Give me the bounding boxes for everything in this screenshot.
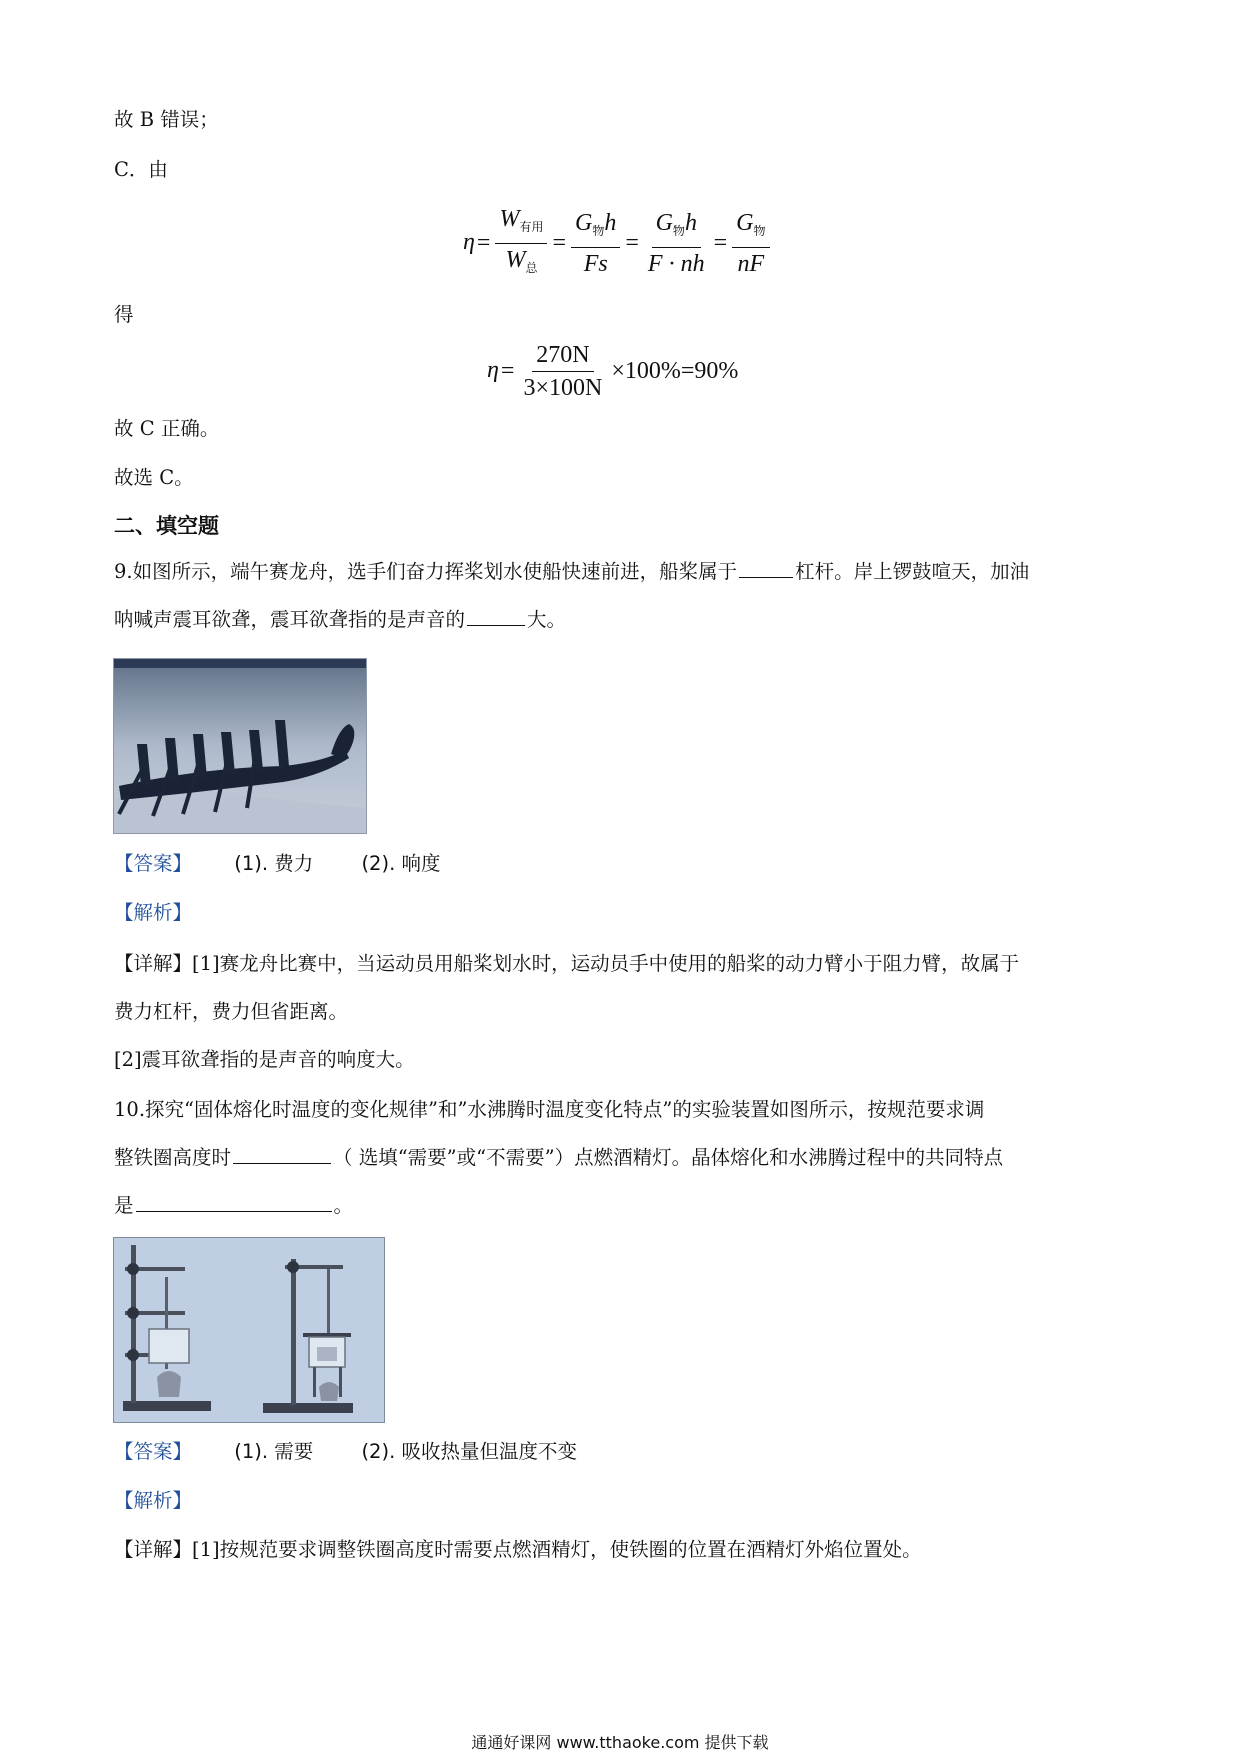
text-line: 故选 C。 (114, 466, 194, 489)
page-footer: 通通好课网 www.tthaoke.com 提供下载 (471, 1733, 769, 1752)
detail-text: 费力杠杆，费力但省距离。 (114, 1000, 349, 1023)
detail-block (114, 1534, 922, 1562)
analysis-label: 【解析】 (114, 901, 193, 924)
detail-block (114, 940, 1134, 1084)
subscript: 物 (592, 224, 605, 238)
math-symbol: G (736, 210, 754, 236)
text-line: C．由 (114, 158, 168, 181)
fraction (571, 209, 620, 278)
dragon-boat-photo (113, 658, 367, 834)
analysis-tag (114, 1485, 192, 1513)
detail-text: [2]震耳欲聋指的是声音的响度大。 (114, 1048, 415, 1071)
subscript: 有用 (519, 220, 544, 234)
subscript: 物 (753, 224, 766, 238)
analysis-tag (114, 897, 192, 925)
numerator: 270N (532, 341, 593, 372)
question-text: 呐喊声震耳欲聋，震耳欲聋指的是声音的 (114, 608, 466, 631)
math-symbol: nF (737, 251, 765, 277)
math-operator: = (625, 230, 639, 256)
analysis-label: 【解析】 (114, 1489, 193, 1512)
result-formula (487, 341, 740, 402)
fraction (519, 341, 606, 402)
answer-blank (739, 559, 793, 578)
math-symbol: η (463, 229, 475, 256)
question-text: 9.如图所示，端午赛龙舟，选手们奋力挥桨划水使船快速前进，船桨属于 (114, 560, 738, 583)
question-10 (114, 1086, 1134, 1230)
question-text: 是 (114, 1194, 134, 1217)
answer-item: (1). 费力 (234, 852, 314, 875)
answer-row (114, 848, 440, 876)
question-text: 10.探究“固体熔化时温度的变化规律”和”水沸腾时温度变化特点”的实验装置如图所示，按规范要求调 (114, 1098, 985, 1121)
lab-apparatus-photo (113, 1237, 385, 1423)
detail-tag: 【详解】 (114, 952, 193, 975)
answer-blank (233, 1145, 331, 1164)
math-symbol: η (487, 357, 499, 384)
denominator: 3×100N (523, 375, 603, 401)
math-symbol: Fs (583, 251, 608, 277)
text-line: 得 (114, 303, 134, 326)
question-text: 杠杆。岸上锣鼓喧天，加油 (795, 560, 1030, 583)
answer-item: (2). 响度 (361, 852, 441, 875)
question-text: 整铁圈高度时 (114, 1146, 232, 1169)
subscript: 物 (672, 224, 685, 238)
text-line: 故 C 正确。 (114, 417, 220, 440)
math-symbol: G (655, 210, 673, 236)
answer-row (114, 1436, 577, 1464)
answer-item: (2). 吸收热量但温度不变 (361, 1440, 577, 1463)
section-title: 二、填空题 (114, 514, 219, 538)
answer-tag: 【答案】 (114, 1440, 193, 1463)
answer-blank (467, 607, 525, 626)
fraction (732, 209, 769, 278)
answer-blank (136, 1193, 332, 1212)
detail-text: [1]按规范要求调整铁圈高度时需要点燃酒精灯，使铁圈的位置在酒精灯外焰位置处。 (192, 1538, 922, 1561)
math-symbol: h (684, 210, 697, 236)
math-operator: = (500, 358, 515, 384)
math-operator: = (552, 230, 567, 256)
math-operator: = (713, 230, 728, 256)
detail-tag: 【详解】 (114, 1538, 193, 1561)
question-text: 大。 (527, 608, 567, 631)
math-symbol: G (575, 210, 593, 236)
math-operator: = (476, 230, 491, 256)
text-line: 故 B 错误； (114, 108, 219, 131)
answer-tag: 【答案】 (114, 852, 193, 875)
detail-text: [1]赛龙舟比赛中，当运动员用船桨划水时，运动员手中使用的船桨的动力臂小于阻力臂，故属于 (192, 952, 1020, 975)
fraction (495, 205, 547, 282)
answer-item: (1). 需要 (234, 1440, 314, 1463)
math-expression: ×100%=90% (611, 358, 739, 384)
subscript: 总 (525, 261, 538, 275)
efficiency-formula (463, 205, 773, 282)
math-symbol: W (505, 247, 526, 273)
fraction (644, 209, 709, 278)
question-text: 。 (333, 1194, 354, 1217)
math-symbol: h (604, 210, 617, 236)
math-symbol: F · nh (647, 251, 705, 277)
question-9 (114, 548, 1134, 644)
question-text: （ 选填“需要”或“不需要”）点燃酒精灯。晶体熔化和水沸腾过程中的共同特点 (333, 1146, 1004, 1169)
math-symbol: W (499, 206, 520, 232)
